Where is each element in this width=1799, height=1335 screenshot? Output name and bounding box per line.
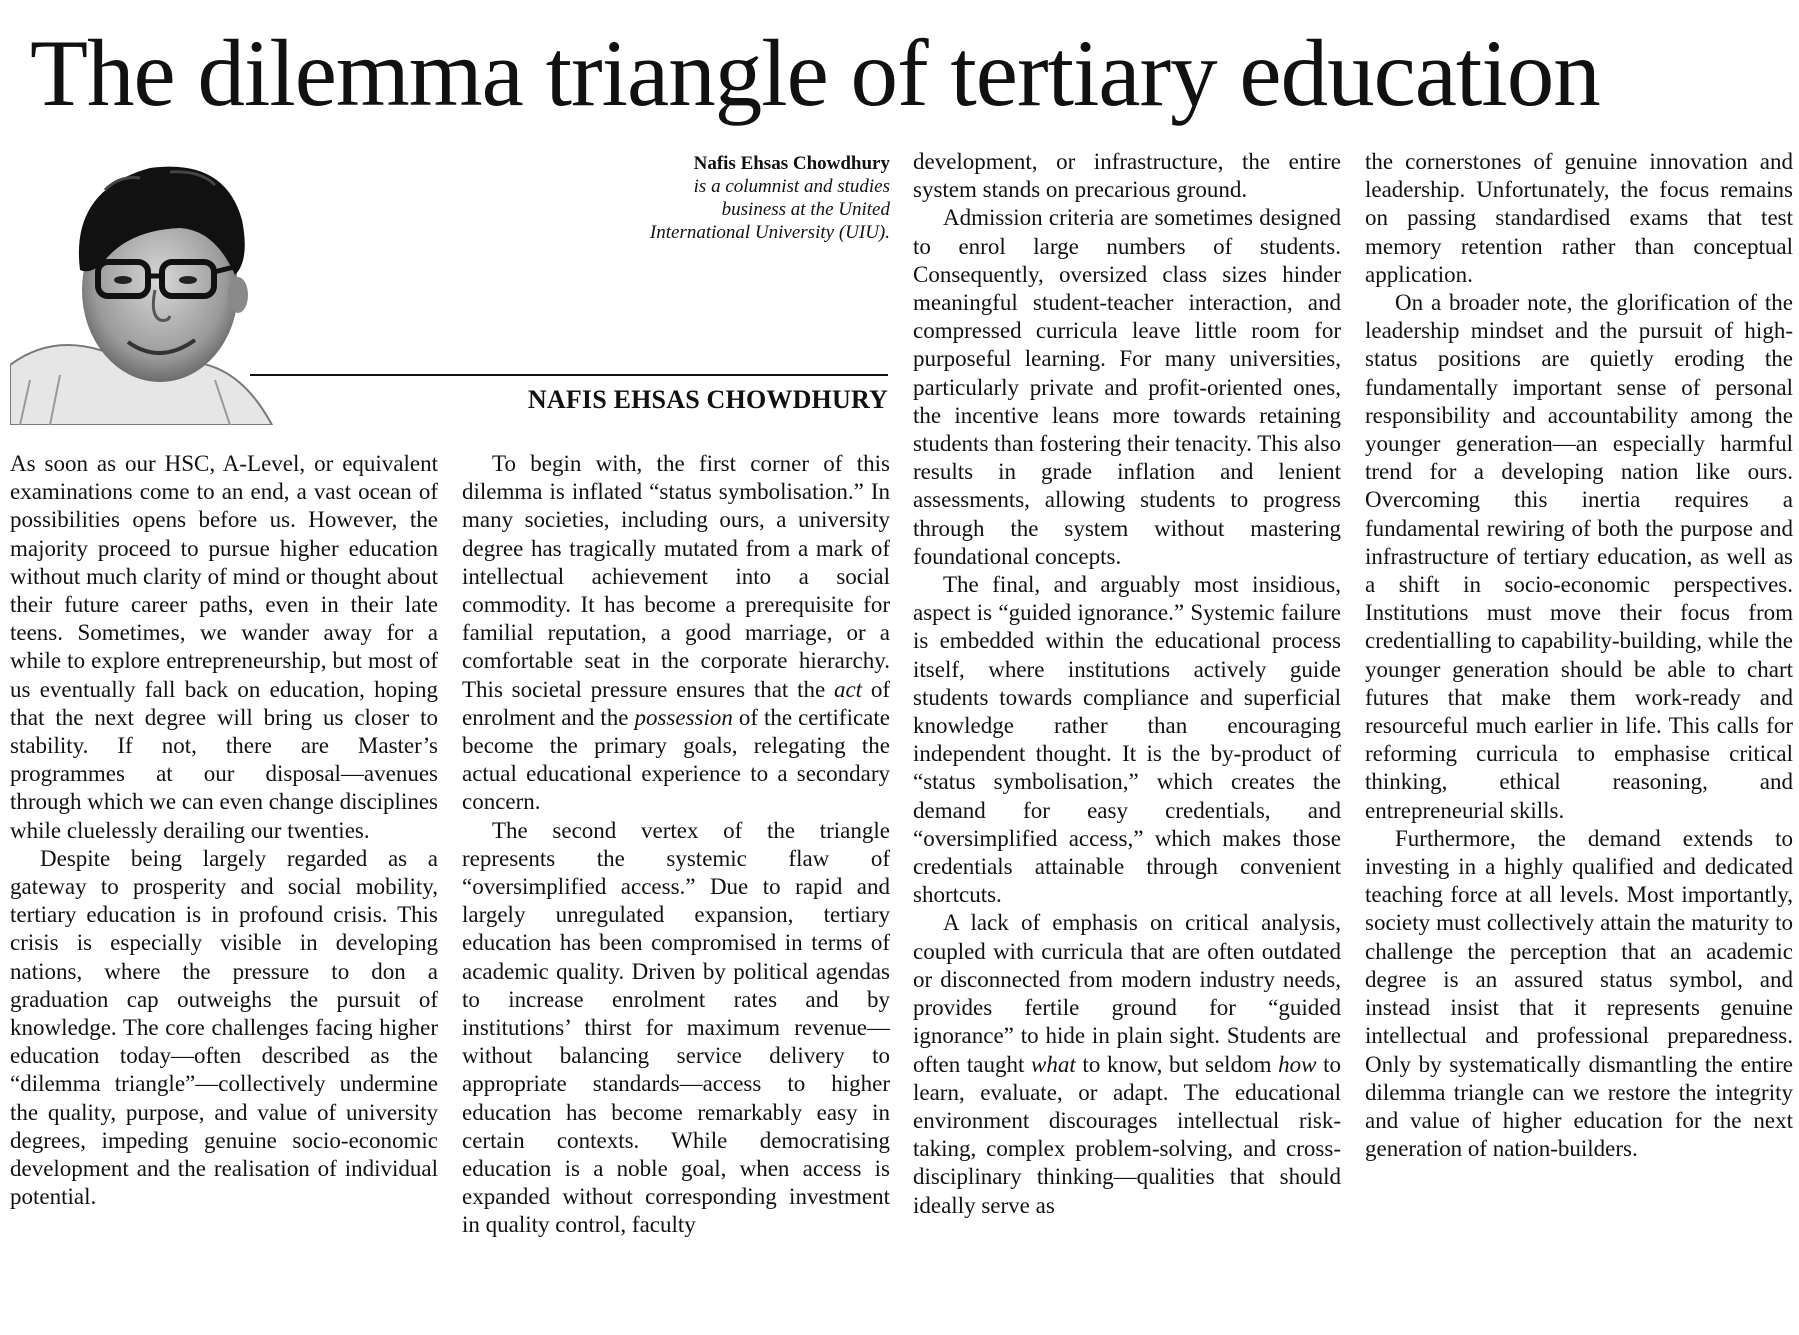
article-column-1 — [10, 450, 438, 1211]
paragraph: The second vertex of the triangle represents the systemic flaw of “oversimplified access.” Due to rapid and largely unregulated expansion, tertiary education has been compromised in terms of academic quality. Driven by political agendas to increase enrolment rates and by institutions’ thirst for maximum revenue—without balancing service delivery to appropriate standards—access to higher education has become remarkably easy in certain contexts. While democratising education is a noble goal, when access is expanded without corresponding investment in quality control, faculty — [462, 817, 890, 1238]
text-run: A lack of emphasis on critical analysis, coupled with curricula that are often outdated or disconnected from modern industry needs, provides fertile ground for “guided ignorance” to hide in plain sight. Students are often taught — [913, 910, 1341, 1077]
article-column-4 — [1365, 148, 1793, 1163]
text-run: of the certificate become the primary goals, relegating the actual educational experience to a secondary concern. — [462, 704, 890, 815]
emphasis-text: what — [1031, 1051, 1076, 1077]
text-run: to know, but seldom — [1075, 1051, 1279, 1077]
article-column-2 — [462, 450, 890, 1240]
bio-line: business at the United — [721, 199, 890, 220]
bio-author-name: Nafis Ehsas Chowdhury — [693, 153, 890, 174]
paragraph: Despite being largely regarded as a gateway to prosperity and social mobility, tertiary education is in profound crisis. This crisis is especially visible in developing nations, where the pressure to don a graduation cap outweighs the pursuit of knowledge. The core challenges facing higher education today—often described as the “dilemma triangle”—collectively undermine the quality, purpose, and value of university degrees, impeding genuine socio-economic development and the realisation of individual potential. — [10, 845, 438, 1210]
paragraph: development, or infrastructure, the entire system stands on precarious ground. — [913, 149, 1341, 203]
byline-divider — [250, 374, 888, 376]
paragraph: As soon as our HSC, A-Level, or equivalent examinations come to an end, a vast ocean of possibilities opens before us. However, the majority proceed to pursue higher education without much clarity of mind or thought about their future career paths, even in their late teens. Sometimes, we wander away for a while to explore entrepreneurship, but most of us eventually fall back on education, hoping that the next degree will bring us closer to stability. If not, there are Master’s programmes at our disposal—avenues through which we can even change disciplines while cluelessly derailing our twenties. — [10, 451, 438, 843]
article-column-3 — [913, 148, 1341, 1220]
text-run: to learn, evaluate, or adapt. The educational environment discourages intellectual risk-taking, complex problem-solving, and cross-disciplinary thinking—qualities that should ideally serve as — [913, 1051, 1341, 1218]
emphasis-text: act — [833, 676, 863, 702]
emphasis-text: how — [1278, 1051, 1317, 1077]
emphasis-text: possession — [634, 704, 733, 730]
bio-line: International University (UIU). — [649, 222, 890, 243]
bio-line: is a columnist and studies — [693, 176, 890, 197]
paragraph: Furthermore, the demand extends to investing in a highly qualified and dedicated teaching force at all levels. Most importantly, society must collectively attain the maturity to challenge the perception that an academic degree is an assured status symbol, and instead insist that it represents genuine intellectual and professional preparedness. Only by systematically dismantling the entire dilemma triangle can we restore the integrity and value of higher education for the next generation of nation-builders. — [1365, 825, 1793, 1162]
text-run: To begin with, the first corner of this dilemma is inflated “status symbolisation.” In many societies, including ours, a university degree has tragically mutated from a mark of intellectual achievement into a social commodity. It has become a prerequisite for familial reputation, a good marriage, or a comfortable seat in the corporate hierarchy. This societal pressure ensures that the — [462, 451, 890, 702]
author-bio — [560, 152, 890, 244]
paragraph: the cornerstones of genuine innovation and leadership. Unfortunately, the focus remains on passing standardised exams that test memory retention rather than conceptual application. — [1365, 149, 1793, 287]
paragraph: The final, and arguably most insidious, aspect is “guided ignorance.” Systemic failure is embedded within the educational process itself, where institutions actively guide students towards compliance and superficial knowledge rather than encouraging independent thought. It is the by-product of “status symbolisation,” which creates the demand for easy credentials, and “oversimplified access,” which makes those credentials attainable through convenient shortcuts. — [913, 572, 1341, 908]
byline: NAFIS EHSAS CHOWDHURY — [527, 385, 888, 414]
paragraph — [913, 909, 1341, 1219]
paragraph: On a broader note, the glorification of the leadership mindset and the pursuit of high-status positions are quietly eroding the fundamentally important sense of personal responsibility and accountability among the younger generation—an especially harmful trend for a developing nation like ours. Overcoming this inertia requires a fundamental rewiring of both the purpose and infrastructure of tertiary education, as well as a shift in socio-economic perspectives. Institutions must move their focus from credentialling to capability-building, while the younger generation should be able to chart futures that make them work-ready and resourceful much earlier in life. This calls for reforming curricula to emphasise critical thinking, ethical reasoning, and entrepreneurial skills. — [1365, 290, 1793, 823]
paragraph — [462, 450, 890, 817]
text-run: of enrolment and the — [462, 676, 890, 730]
author-portrait — [10, 150, 310, 425]
paragraph: Admission criteria are sometimes designed to enrol large numbers of students. Consequently, oversized class sizes hinder meaningful student-teacher interaction, and compressed curricula leave little room for purposeful learning. For many universities, particularly private and profit-oriented ones, the incentive leans more towards retaining students than fostering their tenacity. This also results in grade inflation and lenient assessments, allowing students to progress through the system without mastering foundational concepts. — [913, 205, 1341, 569]
headline: The dilemma triangle of tertiary education — [30, 20, 1600, 126]
